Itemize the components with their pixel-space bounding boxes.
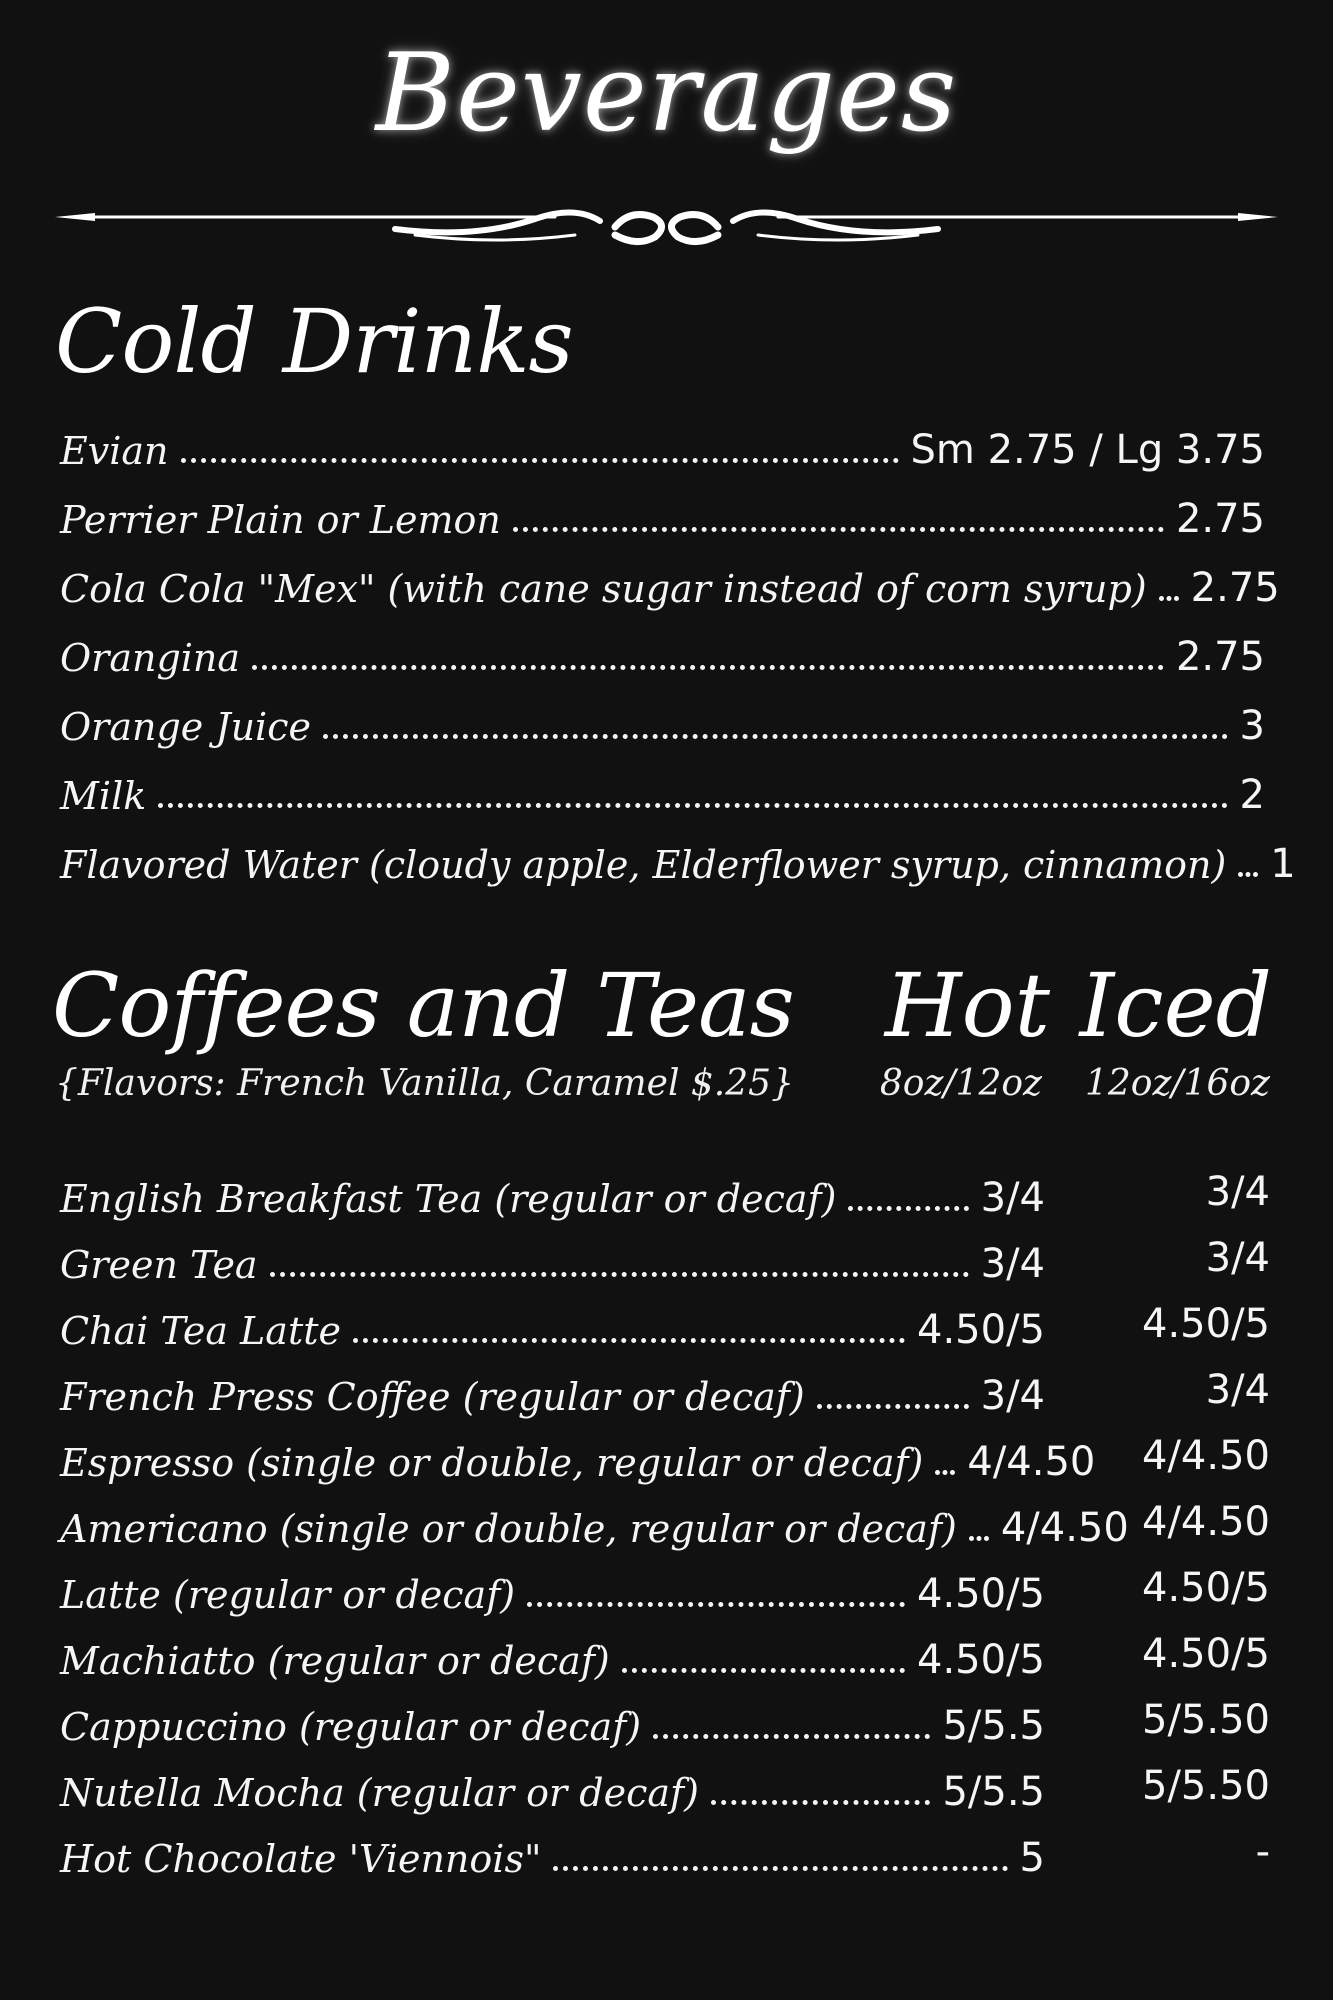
item-name: Cola Cola "Mex" (with cane sugar instead of corn syrup): [60, 567, 1147, 611]
table-row: [60, 1366, 1045, 1419]
list-item: [60, 696, 1265, 749]
item-name: Machiatto (regular or decaf): [60, 1639, 610, 1683]
list-item: [60, 420, 1265, 473]
table-row: [60, 1564, 1045, 1617]
hot-column-heading: Hot: [884, 954, 1050, 1057]
hot-price: 5: [1019, 1835, 1045, 1881]
item-name: Perrier Plain or Lemon: [60, 498, 501, 542]
table-row: [60, 1168, 1045, 1221]
item-name: English Breakfast Tea (regular or decaf): [60, 1177, 837, 1221]
ornament-divider-icon: [55, 195, 1278, 259]
hot-price: 3/4: [980, 1241, 1045, 1287]
list-item: [60, 627, 1265, 680]
cold-drinks-heading: Cold Drinks: [55, 290, 573, 393]
hot-sizes: 8oz/12oz: [879, 1063, 1042, 1104]
item-name: Nutella Mocha (regular or decaf): [60, 1771, 699, 1815]
dot-leader: [711, 1800, 931, 1805]
hot-price: 3/4: [980, 1175, 1045, 1221]
table-row: [60, 1300, 1045, 1353]
dot-leader: [848, 1206, 968, 1211]
item-name: Americano (single or double, regular or decaf): [60, 1507, 957, 1551]
item-price: 3: [1239, 703, 1265, 749]
item-name: Flavored Water (cloudy apple, Elderflower syrup, cinnamon): [60, 843, 1227, 887]
hot-price: 5/5.5: [942, 1703, 1045, 1749]
iced-price: 3/4: [1205, 1235, 1270, 1281]
dot-leader: [553, 1866, 1007, 1871]
iced-column-heading: Iced: [1079, 954, 1272, 1057]
dot-leader: [353, 1338, 905, 1343]
item-price: Sm 2.75 / Lg 3.75: [910, 427, 1265, 473]
item-name: Chai Tea Latte: [60, 1309, 341, 1353]
item-name: Cappuccino (regular or decaf): [60, 1705, 642, 1749]
iced-price: 5/5.50: [1142, 1697, 1270, 1743]
list-item: [60, 489, 1265, 542]
item-name: Orangina: [60, 636, 241, 680]
dot-leader: [527, 1602, 905, 1607]
hot-price: 4/4.50: [1000, 1505, 1129, 1551]
dot-leader: [252, 665, 1164, 670]
item-name: Espresso (single or double, regular or decaf): [60, 1441, 924, 1485]
item-price: 1: [1270, 841, 1296, 887]
item-price: 2: [1239, 772, 1265, 818]
iced-price: 4.50/5: [1142, 1565, 1270, 1611]
table-row: [60, 1630, 1045, 1683]
iced-price: 4/4.50: [1142, 1433, 1270, 1479]
item-name: Latte (regular or decaf): [60, 1573, 516, 1617]
item-name: Orange Juice: [60, 705, 311, 749]
table-row: [60, 1828, 1045, 1881]
item-name: Evian: [60, 429, 169, 473]
table-row: [60, 1498, 1129, 1551]
flavors-note: {Flavors: French Vanilla, Caramel $.25}: [55, 1063, 794, 1104]
iced-price: 4.50/5: [1142, 1631, 1270, 1677]
iced-price: 3/4: [1205, 1367, 1270, 1413]
iced-price: 5/5.50: [1142, 1763, 1270, 1809]
dot-leader: [817, 1404, 969, 1409]
dot-leader: [622, 1668, 905, 1673]
item-price: 2.75: [1175, 634, 1265, 680]
dot-leader: [935, 1470, 955, 1475]
item-price: 2.75: [1190, 565, 1280, 611]
dot-leader: [969, 1536, 989, 1541]
item-price: 2.75: [1175, 496, 1265, 542]
iced-price: 4.50/5: [1142, 1301, 1270, 1347]
hot-price: 4.50/5: [917, 1637, 1045, 1683]
dot-leader: [1238, 872, 1258, 877]
table-row: [60, 1234, 1045, 1287]
menu-title: Beverages: [375, 31, 958, 156]
hot-price: 4.50/5: [917, 1571, 1045, 1617]
dot-leader: [270, 1272, 969, 1277]
table-row: [60, 1696, 1045, 1749]
dot-leader: [1159, 596, 1179, 601]
iced-price: 4/4.50: [1142, 1499, 1270, 1545]
hot-price: 3/4: [980, 1373, 1045, 1419]
iced-sizes: 12oz/16oz: [1084, 1063, 1270, 1104]
hot-price: 5/5.5: [942, 1769, 1045, 1815]
dot-leader: [323, 734, 1228, 739]
dot-leader: [181, 458, 899, 463]
coffees-teas-heading: Coffees and Teas: [52, 954, 794, 1057]
iced-price: -: [1255, 1829, 1270, 1875]
item-name: Hot Chocolate 'Viennois": [60, 1837, 542, 1881]
dot-leader: [513, 527, 1164, 532]
dot-leader: [653, 1734, 930, 1739]
hot-price: 4.50/5: [917, 1307, 1045, 1353]
item-name: Green Tea: [60, 1243, 258, 1287]
iced-price: 3/4: [1205, 1169, 1270, 1215]
table-row: [60, 1432, 1096, 1485]
item-name: Milk: [60, 774, 147, 818]
list-item: [60, 558, 1280, 611]
list-item: [60, 834, 1296, 887]
table-row: [60, 1762, 1045, 1815]
item-name: French Press Coffee (regular or decaf): [60, 1375, 805, 1419]
list-item: [60, 765, 1265, 818]
dot-leader: [158, 803, 1227, 808]
hot-price: 4/4.50: [967, 1439, 1096, 1485]
